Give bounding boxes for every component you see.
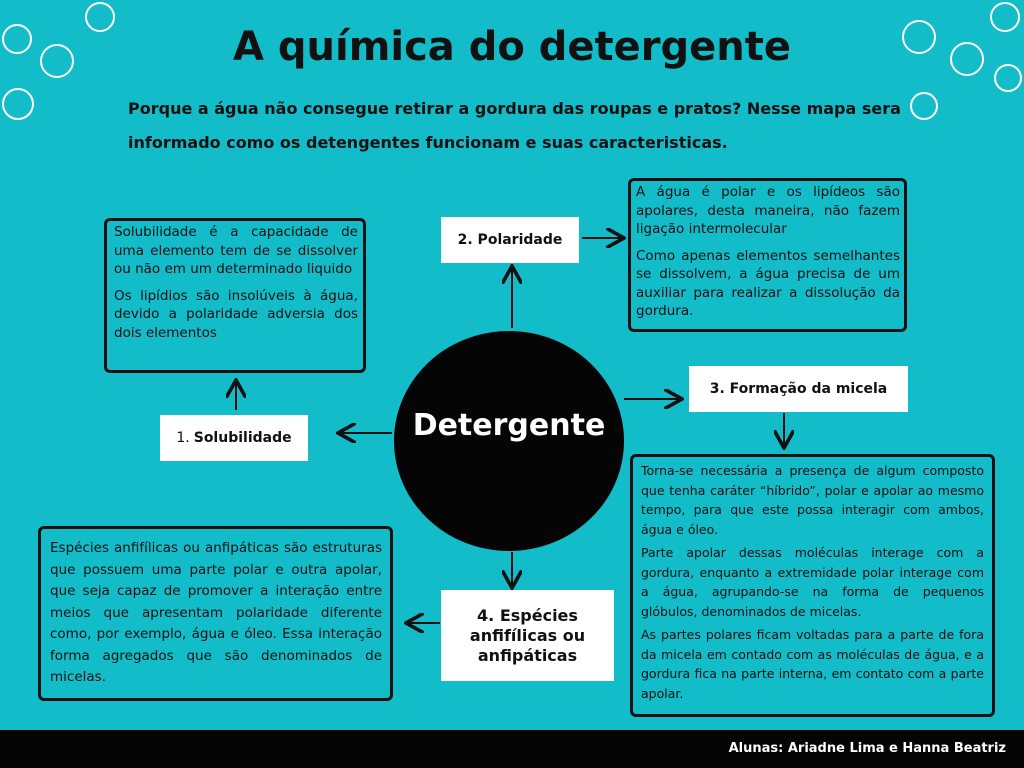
micela-label-box — [689, 366, 908, 412]
page-title: A química do detergente — [233, 24, 791, 70]
micela-paragraph: Torna-se necessária a presença de algum composto que tenha caráter “híbrido”, polar e apolar ao mesmo tempo, para que este possa interagir com ambos, água e óleo. — [641, 463, 984, 537]
solubilidade-label-box — [160, 415, 308, 461]
especies-label-box — [441, 590, 614, 681]
micela-paragraph: Parte apolar dessas moléculas interage com a gordura, enquanto a extremidade polar interage com a água, agrupando-se na forma de pequenos glóbulos, denominados de micelas. — [641, 545, 984, 619]
credits: Alunas: Ariadne Lima e Hanna Beatriz — [728, 741, 1006, 756]
polaridade-paragraph: A água é polar e os lipídeos são apolares, desta maneira, não fazem ligação intermolecular — [636, 184, 900, 237]
solubilidade-number: 1. — [176, 430, 190, 446]
especies-label: 4. Espécies anfifílicas ou anfipáticas — [469, 605, 586, 665]
micela-label: 3. Formação da micela — [709, 381, 888, 397]
solubilidade-info-box — [104, 218, 366, 373]
especies-info-box — [38, 526, 393, 701]
solubilidade-label: Solubilidade — [193, 430, 292, 446]
micela-paragraph: As partes polares ficam voltadas para a parte de fora da micela em contado com as moléculas de água, e a gordura fica na parte interna, em contato com a parte apolar. — [641, 627, 984, 701]
especies-paragraph: Espécies anfifílicas ou anfipáticas são estruturas que possuem uma parte polar e outra apolar, que seja capaz de promover a interação entre meios que apresentam polaridade diferente como, por exemplo, água e óleo. Essa interação forma agregados que são denominados de micelas. — [50, 540, 382, 685]
polaridade-label-box — [441, 217, 579, 263]
center-label: Detergente — [412, 408, 606, 443]
polaridade-info-box — [628, 178, 907, 332]
polaridade-paragraph: Como apenas elementos semelhantes se dissolvem, a água precisa de um auxiliar para realizar a dissolução da gordura. — [636, 247, 900, 319]
solubilidade-paragraph: Solubilidade é a capacidade de uma elemento tem de se dissolver ou não em um determinado liquido — [114, 224, 358, 277]
micela-info-box — [630, 454, 995, 717]
solubilidade-paragraph: Os lipídios são insolúveis à água, devido a polaridade adversia dos dois elementos — [114, 287, 358, 341]
polaridade-label: 2. Polaridade — [457, 232, 563, 248]
page-subtitle: Porque a água não consegue retirar a gordura das roupas e pratos? Nesse mapa sera informado como os detengentes funcionam e suas caracteristicas. — [128, 99, 901, 152]
